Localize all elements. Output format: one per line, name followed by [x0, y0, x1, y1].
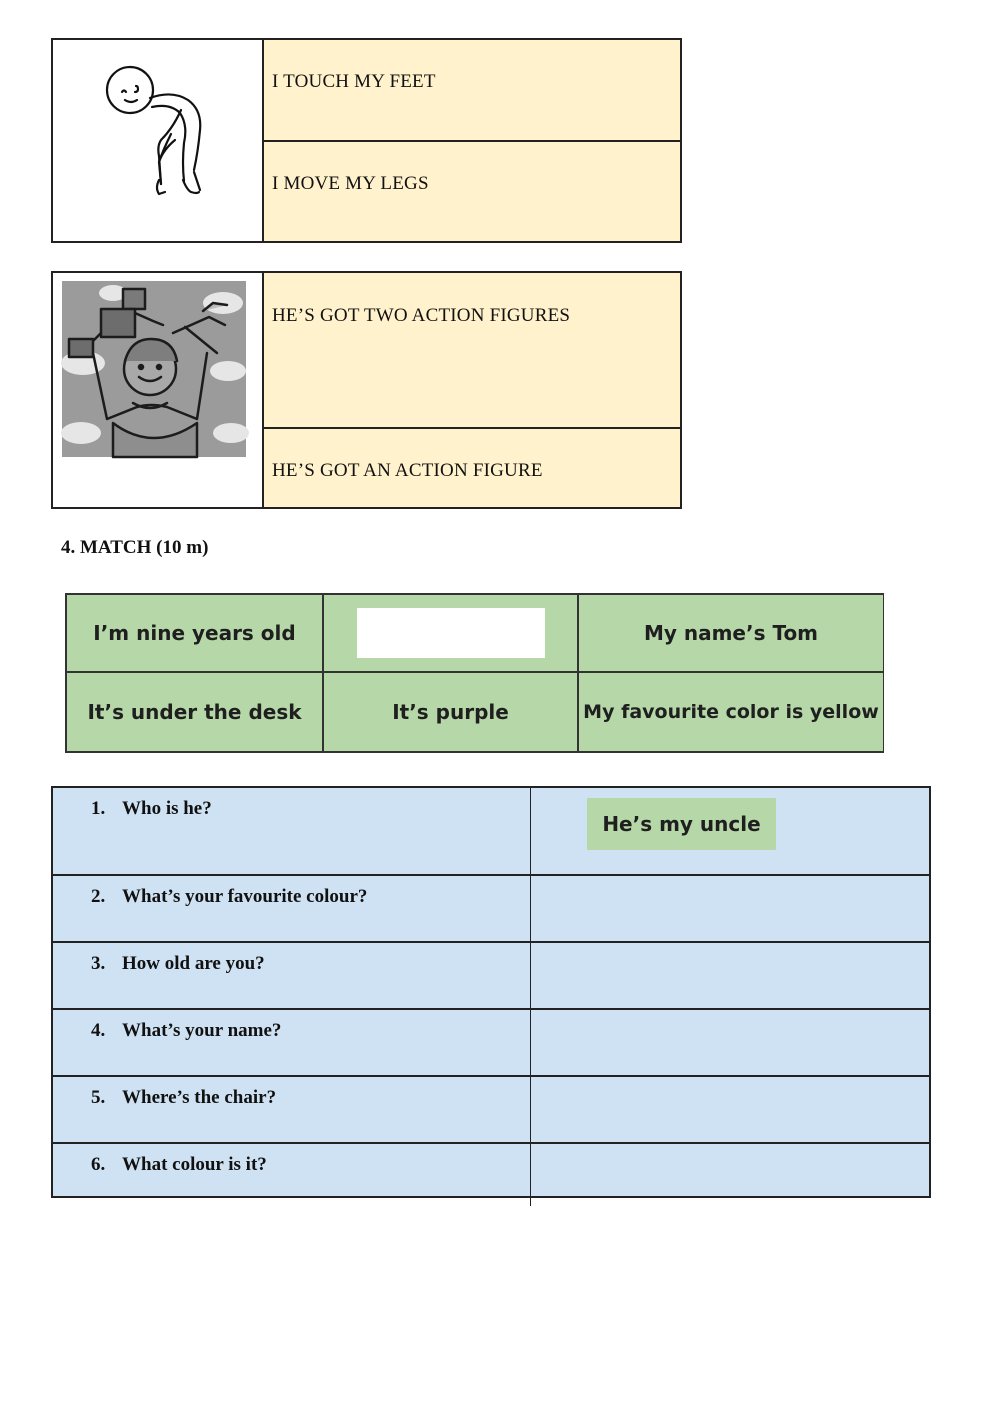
question-row [53, 1008, 929, 1075]
option-2[interactable]: HE’S GOT AN ACTION FIGURE [264, 427, 680, 507]
question-number: 6. [91, 1154, 106, 1175]
question-text: What’s your favourite colour? [122, 886, 368, 907]
question-cell [53, 1077, 531, 1142]
question-text: Who is he? [122, 798, 212, 819]
picture-cell [53, 273, 264, 507]
question-row [53, 1075, 929, 1142]
answer-cell[interactable] [531, 1077, 929, 1142]
choice-table-2 [51, 271, 682, 509]
question-number: 3. [91, 953, 106, 974]
question-row [53, 1142, 929, 1206]
question-cell [53, 1010, 531, 1075]
answer-cell[interactable] [531, 1144, 929, 1206]
bank-item-empty [323, 594, 578, 672]
picture-cell [53, 40, 264, 241]
option-1[interactable]: HE’S GOT TWO ACTION FIGURES [264, 273, 680, 427]
bank-item[interactable]: My name’s Tom [578, 594, 884, 672]
option-2[interactable]: I MOVE MY LEGS [264, 140, 680, 242]
question-cell [53, 876, 531, 941]
bank-item[interactable]: It’s under the desk [66, 672, 323, 752]
question-text: What’s your name? [122, 1020, 282, 1041]
bank-item[interactable]: I’m nine years old [66, 594, 323, 672]
question-row [53, 874, 929, 941]
question-cell [53, 943, 531, 1008]
options-list [264, 273, 680, 507]
answer-chip[interactable]: He’s my uncle [587, 798, 776, 850]
question-number: 5. [91, 1087, 106, 1108]
answer-cell[interactable] [531, 876, 929, 941]
question-row [53, 941, 929, 1008]
choice-table-1 [51, 38, 682, 243]
question-row [53, 788, 929, 874]
question-cell [53, 1144, 531, 1206]
answer-cell[interactable] [531, 788, 929, 874]
bending-figure-icon [53, 40, 262, 241]
question-text: How old are you? [122, 953, 265, 974]
question-text: What colour is it? [122, 1154, 267, 1175]
section-title: 4. MATCH (10 m) [61, 537, 209, 558]
question-cell [53, 788, 531, 874]
answer-bank [65, 593, 884, 753]
question-number: 4. [91, 1020, 106, 1041]
question-text: Where’s the chair? [122, 1087, 277, 1108]
question-table [51, 786, 931, 1198]
answer-cell[interactable] [531, 943, 929, 1008]
blank-slot [357, 608, 545, 658]
option-1[interactable]: I TOUCH MY FEET [264, 40, 680, 140]
answer-cell[interactable] [531, 1010, 929, 1075]
boy-action-figures-icon [53, 273, 262, 507]
options-list [264, 40, 680, 241]
bank-item[interactable]: My favourite color is yellow [578, 672, 884, 752]
question-number: 2. [91, 886, 106, 907]
question-number: 1. [91, 798, 106, 819]
bank-item[interactable]: It’s purple [323, 672, 578, 752]
